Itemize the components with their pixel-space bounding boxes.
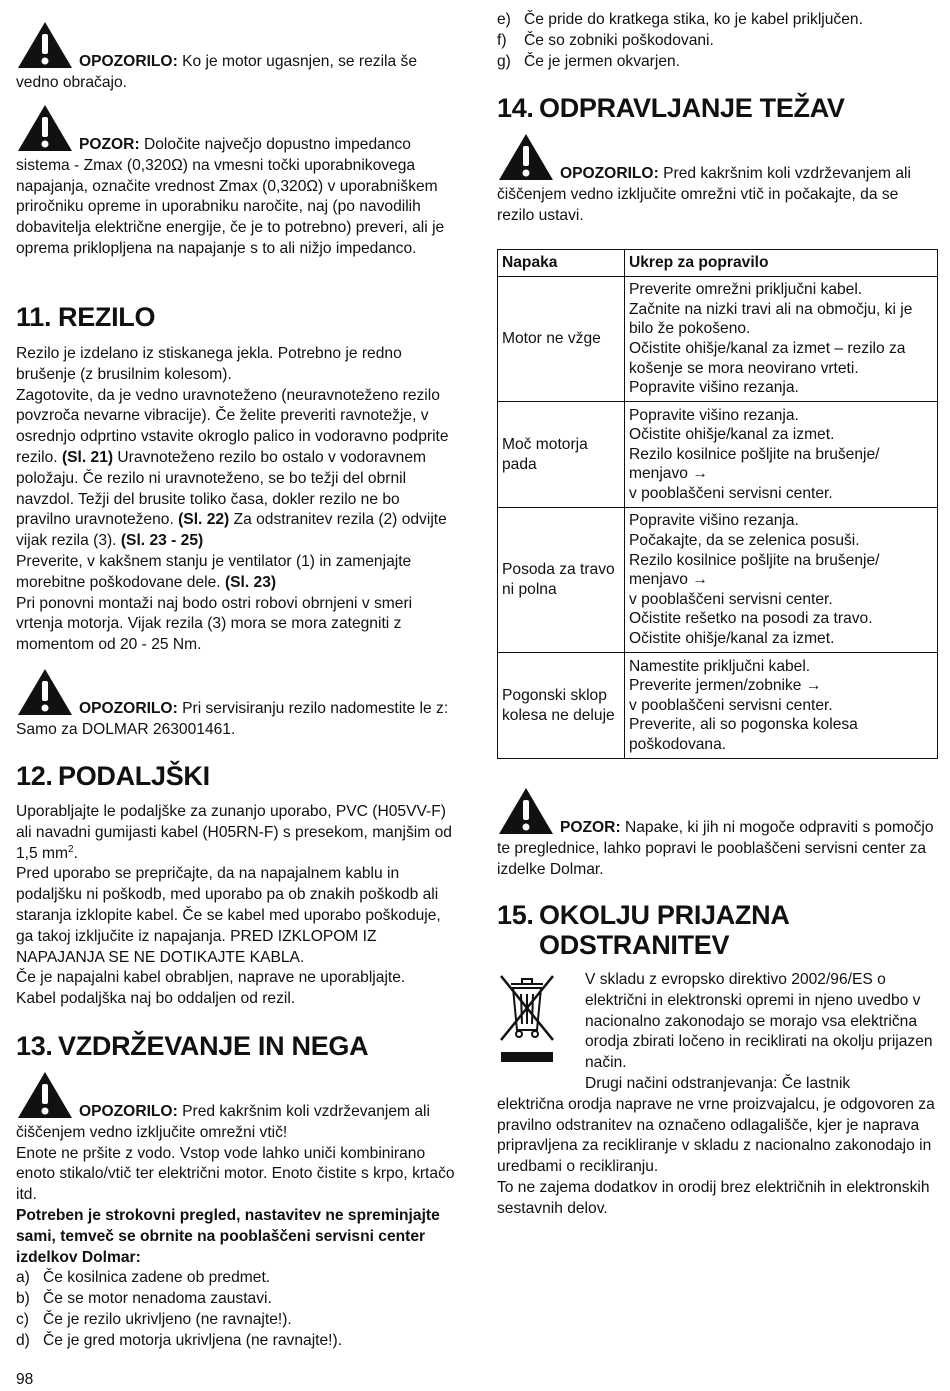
problem-cell: Moč motorja pada: [498, 402, 625, 508]
fix-cell: Namestite priključni kabel. Preverite jermen/zobnike → v pooblaščeni servisni center. Preverite, ali so pogonska kolesa poškodovana.: [625, 653, 938, 759]
paragraph: Kabel podaljška naj bo oddaljen od rezil.: [16, 990, 296, 1008]
paragraph: Rezilo je izdelano iz stiskanega jekla. Potrebno je redno brušenje (z brusilnim kolesom).: [16, 345, 402, 383]
warning-troubleshooting: OPOZORILO: Pred kakršnim koli vzdrževanjem ali čiščenjem vedno izključite omrežni vtič in počakajte, da se rezilo ustavi.: [497, 132, 937, 226]
page-number: 98: [16, 1371, 34, 1388]
caution-text: Določite največjo dopustno impedanco sistema - Zmax (0,320Ω) na vmesni točki uporabnikovega napajanja, označite vrednost Zmax (0,320Ω) v uporabniškem priročniku opreme in uporabniku naročite, naj (po navodilih dobavitelja električne energije, če je to potrebno) preveri, ali je oprema priklopljena na napajanje s to ali nižjo impedanco.: [16, 136, 445, 257]
paragraph: V skladu z evropsko direktivo 2002/96/ES o električni in elektronski opremi in njeno uvedbo v nacionalno zakonodajo se morajo vsa električna orodja zbirati ločeno in reciklirati na okolju prijazen način.: [585, 971, 933, 1072]
list-item: b) Če se motor nenadoma zaustavi.: [16, 1290, 272, 1308]
caution-service: POZOR: Napake, ki jih ni mogoče odpraviti s pomočjo te preglednice, lahko popravi le pooblaščeni servisni center za izdelke Dolmar.: [497, 786, 937, 880]
warning-label: OPOZORILO:: [79, 53, 178, 70]
column-header-problem: Napaka: [498, 250, 625, 277]
list-item: c) Če je rezilo ukrivljeno (ne ravnajte!).: [16, 1310, 292, 1328]
inspection-list: [16, 1268, 456, 1351]
table-row: [498, 508, 938, 653]
warning-blade-replacement: OPOZORILO: Pri servisiranju rezilo nadomestite le z: Samo za DOLMAR 263001461.: [16, 667, 456, 741]
problem-cell: Motor ne vžge: [498, 277, 625, 402]
paragraph: Drugi načini odstranjevanja: Če lastnik: [585, 1074, 851, 1092]
paragraph: Enote ne pršite z vodo. Vstop vode lahko uniči kombinirano enoto stikalo/vtič ter električni motor. Enoto čistite s krpo, krtačo itd.: [16, 1144, 455, 1204]
section-13-heading: 13. VZDRŽEVANJE IN NEGA: [16, 1031, 369, 1061]
paragraph: Zagotovite, da je vedno uravnoteženo (neuravnoteženo rezilo povzroča nevarne vibracije). Če želite preveriti ravnotežje, v osrednjo odprtino vstavite okroglo palico in vodoravno podprite rezilo. (Sl. 21) Uravnoteženo rezilo bo ostalo v vodoravnem položaju. Če rezilo ni uravnoteženo, se bo težji del obrnil navzdol. Težji del brusite toliko časa, dokler rezilo ne bo pravilno uravnoteženo. (Sl. 22) Za odstranitev rezila (2) odvijte vijak rezila (3). (Sl. 23 - 25): [16, 386, 449, 550]
caution-impedance: [16, 103, 456, 260]
section-12-body: [16, 802, 456, 1010]
paragraph: Potreben je strokovni pregled, nastavitev ne spreminjajte sami, temveč se obrnite na pooblaščeni servisni center izdelkov Dolmar:: [16, 1206, 440, 1266]
paragraph: Če je napajalni kabel obrabljen, naprave ne uporabljajte.: [16, 969, 406, 987]
problem-cell: Pogonski sklop kolesa ne deluje: [498, 653, 625, 759]
section-11-body: [16, 344, 456, 656]
crossed-out-bin-icon: [497, 972, 557, 1064]
fix-cell: Preverite omrežni priključni kabel. Začnite na nizki travi ali na območju, ki je bilo že pokošeno. Očistite ohišje/kanal za izmet – rezilo za košenje se mora neovirano vrteti. Popravite višino rezanja.: [625, 277, 938, 402]
section-11-heading: 11. REZILO: [16, 302, 156, 332]
problem-cell: Posoda za travo ni polna: [498, 508, 625, 653]
warning-triangle-icon: [16, 103, 74, 153]
inspection-list-continued: [497, 10, 937, 72]
table-header-row: [498, 250, 938, 277]
warning-triangle-icon: [16, 667, 74, 717]
warning-triangle-icon: [497, 786, 555, 836]
paragraph: Uporabljajte le podaljške za zunanjo uporabo, PVC (H05VV-F) ali navadni gumijasti kabel (H05RN-F) s presekom, manjšim od 1,5 $mm^2$.: [16, 803, 452, 862]
fix-cell: Popravite višino rezanja. Počakajte, da se zelenica posuši. Rezilo kosilnice pošljite na brušenje/ menjavo → v pooblaščeni servisni center. Očistite rešetko na posodi za travo. Očistite ohišje/kanal za izmet.: [625, 508, 938, 653]
warning-text: Ko je motor ugasnjen, se rezila še vedno obračajo.: [16, 53, 417, 91]
section-14-heading: 14. ODPRAVLJANJE TEŽAV: [497, 93, 845, 123]
troubleshooting-table: [497, 249, 938, 759]
warning-motor-off: [16, 20, 456, 94]
paragraph: električna orodja naprave ne vrne proizvajalcu, je odgovoren za pravilno odstranitev na označeno odlagališče, kjer je naprava pripravljena za recikliranje v skladu z nacionalno zakonodajo in uredbami o recikliranju.: [497, 1095, 935, 1176]
table-row: [498, 277, 938, 402]
list-item: f) Če so zobniki poškodovani.: [497, 31, 714, 49]
paragraph: Pred uporabo se prepričajte, da na napajalnem kablu in podaljšku ni poškodb, med uporabo pa ob znakih poškodb ali staranja izklopite kabel. Če se kabel med uporabo poškoduje, ga takoj izključite iz napajanja. PRED IZKLOPOM IZ NAPAJANJA SE NE DOTIKAJTE KABLA.: [16, 865, 441, 966]
warning-maintenance: OPOZORILO: Pred kakršnim koli vzdrževanjem ali čiščenjem vedno izključite omrežni vtič! Enote ne pršite z vodo. Vstop vode lahko uniči kombinirano enoto stikalo/vtič ter električni motor. Enoto čistite s krpo, krtačo itd. Potreben je strokovni pregled, nastavitev ne spreminjajte sami, temveč se obrnite na pooblaščeni servisni center izdelkov Dolmar: a) Če kosilnica zadene ob predmet. b) Če se motor nenadoma zaustavi. c) Če je rezilo ukrivljeno (ne ravnajte!). d) Če je gred motorja ukrivljena (ne ravnajte!).: [16, 1070, 456, 1352]
paragraph: Pri ponovni montaži naj bodo ostri robovi obrnjeni v smeri vrtenja motorja. Vijak rezila (3) mora se mora zategniti z momentom od 20 - 25 Nm.: [16, 594, 413, 654]
table-row: [498, 653, 938, 759]
list-item: e) Če pride do kratkega stika, ko je kabel priključen.: [497, 11, 863, 28]
list-item: d) Če je gred motorja ukrivljena (ne ravnajte!).: [16, 1331, 343, 1349]
section-15-heading: 15. OKOLJU PRIJAZNA ODSTRANITEV: [497, 900, 790, 960]
section-15-body: [497, 970, 937, 1220]
caution-label: POZOR:: [79, 136, 140, 153]
paragraph: Preverite, v kakšnem stanju je ventilator (1) in zamenjajte morebitne poškodovane dele. (Sl. 23): [16, 552, 412, 591]
list-item: g) Če je jermen okvarjen.: [497, 52, 681, 70]
warning-triangle-icon: [16, 20, 74, 70]
table-row: [498, 402, 938, 508]
warning-triangle-icon: [497, 132, 555, 182]
section-12-heading: 12. PODALJŠKI: [16, 761, 210, 791]
list-item: a) Če kosilnica zadene ob predmet.: [16, 1269, 271, 1287]
column-header-fix: Ukrep za popravilo: [625, 250, 938, 277]
paragraph: To ne zajema dodatkov in orodij brez električnih in elektronskih sestavnih delov.: [497, 1178, 930, 1217]
warning-triangle-icon: [16, 1070, 74, 1120]
fix-cell: Popravite višino rezanja. Očistite ohišje/kanal za izmet. Rezilo kosilnice pošljite na brušenje/ menjavo → v pooblaščeni servisni center.: [625, 402, 938, 508]
